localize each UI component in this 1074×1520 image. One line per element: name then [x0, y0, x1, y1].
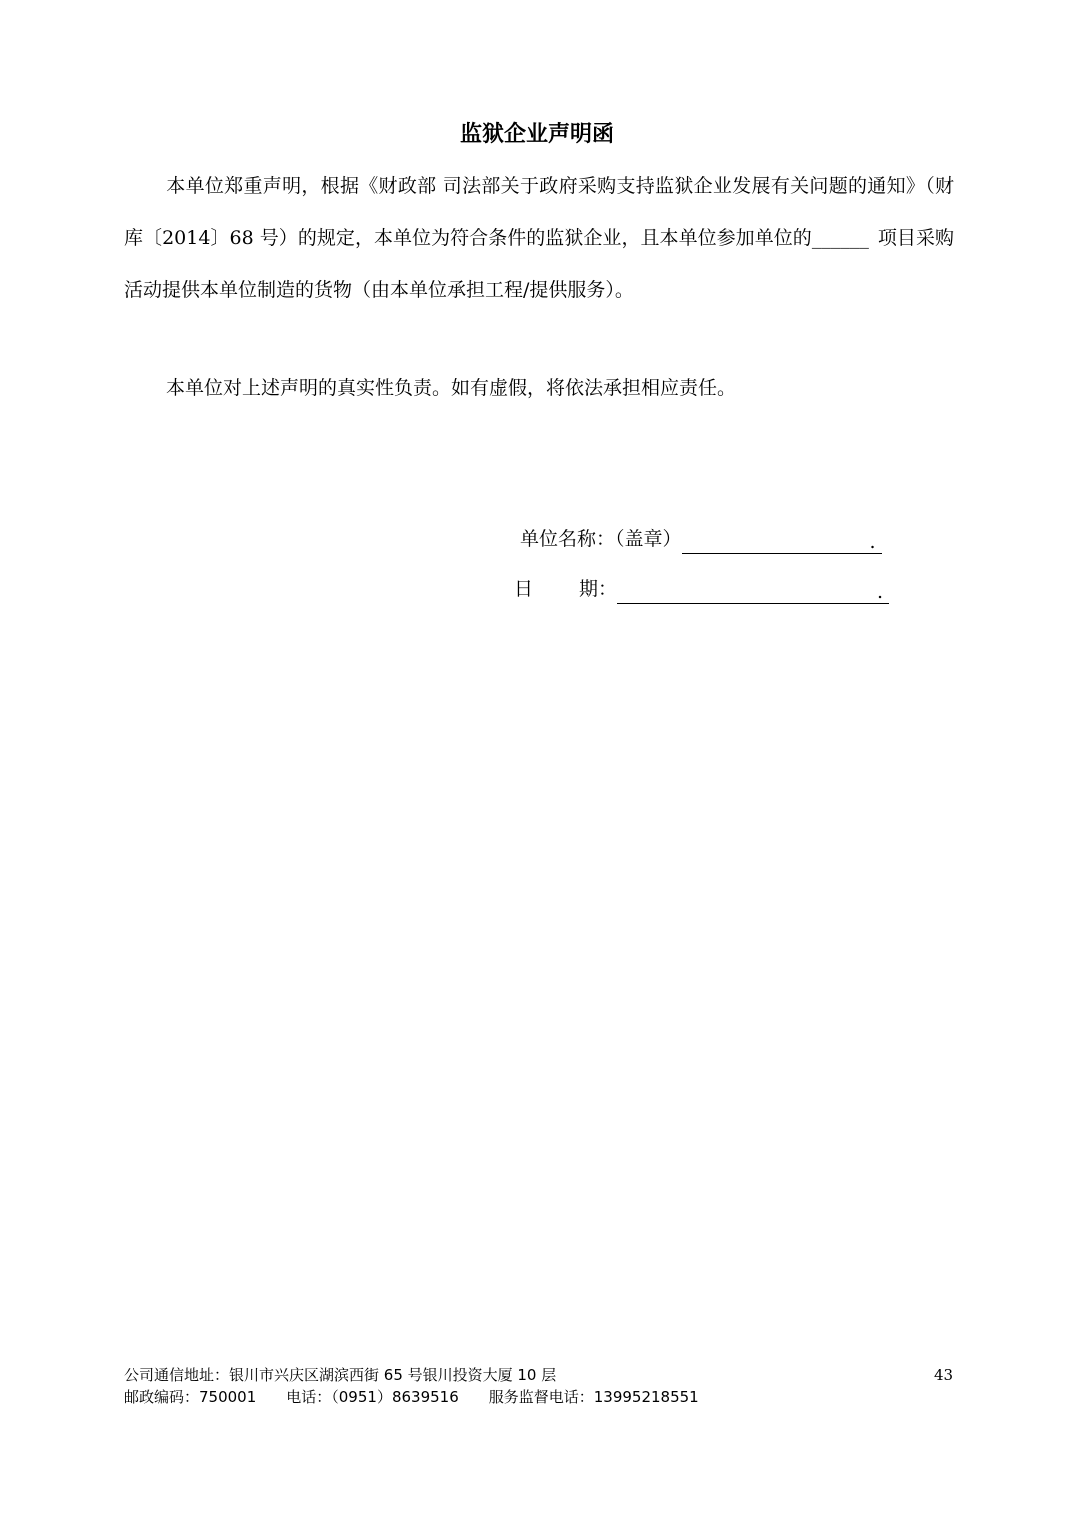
page-footer — [124, 1364, 699, 1408]
footer-address: 公司通信地址：银川市兴庆区湖滨西街 65 号银川投资大厦 10 层 — [124, 1366, 557, 1384]
responsibility-text: 本单位对上述声明的真实性负责。如有虚假，将依法承担相应责任。 — [166, 377, 737, 399]
declaration-text-part2: 项目采购活动提供本单位制造的货物（由本单位承担工程/提供服务）。 — [124, 227, 954, 301]
responsibility-paragraph — [124, 362, 954, 414]
project-name-blank: ______ — [811, 227, 869, 249]
footer-postcode: 邮政编码：750001 — [124, 1388, 257, 1406]
declaration-paragraph — [124, 160, 954, 316]
declaration-text-part1: 本单位郑重声明，根据《财政部 司法部关于政府采购支持监狱企业发展有关问题的通知》（财库〔2014〕68 号）的规定，本单位为符合条件的监狱企业，且本单位参加单位的 — [124, 175, 954, 249]
footer-phone: 电话：（0951）8639516 — [286, 1388, 459, 1406]
footer-supervision-phone: 服务监督电话：13995218551 — [488, 1388, 699, 1406]
line-end-dot: . — [869, 531, 876, 553]
page-number: 43 — [934, 1366, 954, 1384]
date-label-char2: 期： — [579, 578, 618, 600]
date-field[interactable] — [617, 579, 889, 604]
signature-date-row — [514, 574, 889, 604]
unit-name-label: 单位名称：（盖章） — [520, 528, 682, 550]
date-label-char1: 日 — [514, 578, 534, 600]
document-title: 监狱企业声明函 — [459, 121, 614, 147]
line-end-dot: . — [876, 581, 884, 603]
unit-name-field[interactable] — [682, 529, 882, 554]
signature-name-row — [520, 524, 882, 554]
footer-contact-row — [124, 1386, 699, 1408]
